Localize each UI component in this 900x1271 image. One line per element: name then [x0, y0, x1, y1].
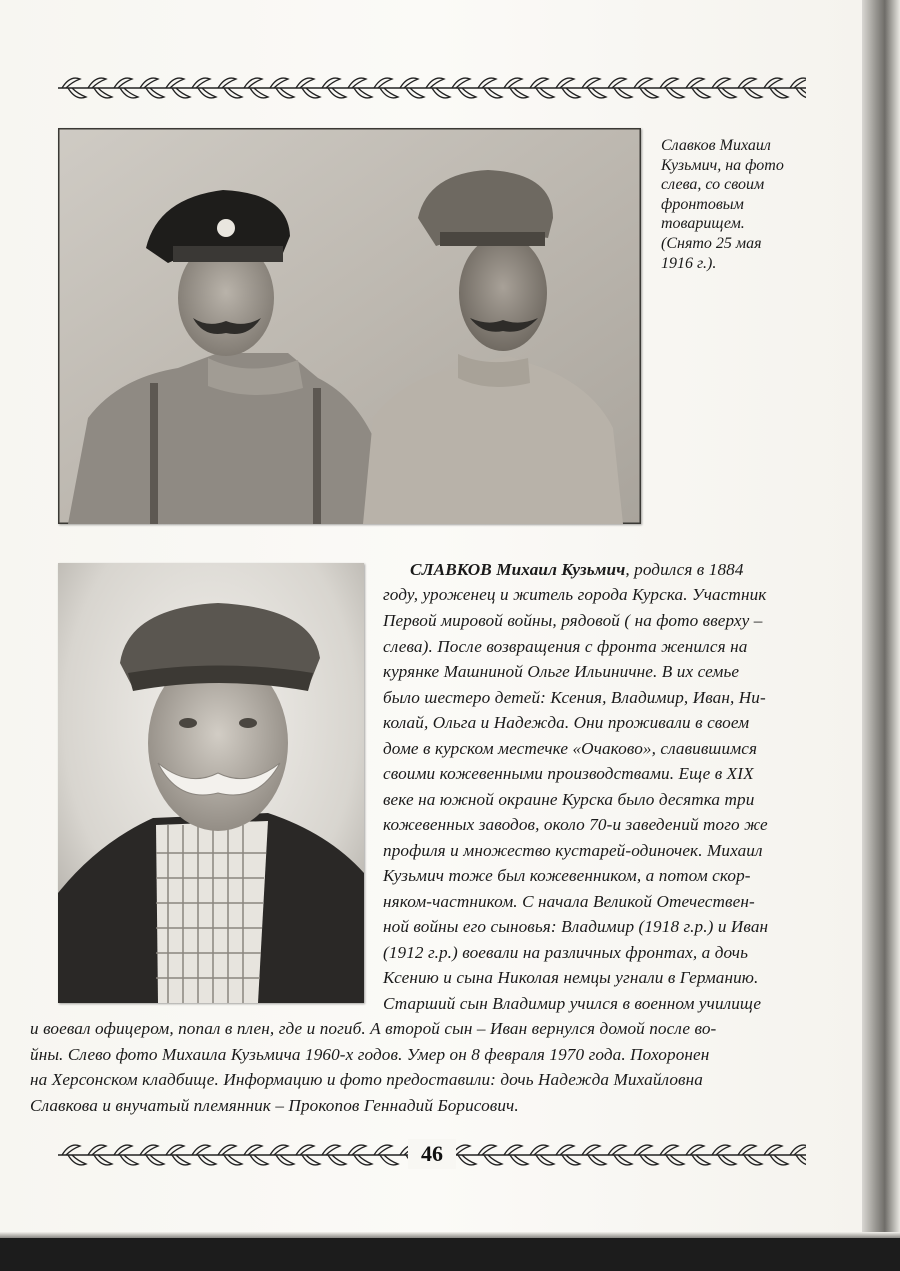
bio-line: няком-частником. С начала Великой Отечествен-: [383, 892, 755, 911]
book-spine: [862, 0, 900, 1271]
bio-line: на Херсонском кладбище. Информацию и фото предоставили: дочь Надежда Михайловна: [30, 1070, 703, 1089]
bio-line: Ксению и сына Николая немцы угнали в Германию.: [383, 968, 759, 987]
bio-line: слева). После возвращения с фронта женился на: [383, 637, 748, 656]
bio-lead-name: СЛАВКОВ Михаил Кузьмич: [410, 560, 626, 579]
laurel-ornament-top-icon: [58, 74, 806, 102]
bio-line: ной войны его сыновья: Владимир (1918 г.р.) и Иван: [383, 917, 769, 936]
bio-line: Первой мировой войны, рядовой ( на фото вверху –: [383, 611, 763, 630]
bio-line: году, уроженец и житель города Курска. Участник: [383, 585, 767, 604]
bio-line: колай, Ольга и Надежда. Они проживали в своем: [383, 713, 750, 732]
photo-caption: Славков Михаил Кузьмич, на фото слева, со своим фронтовым товарищем. (Снято 25 мая 1916 г.).: [661, 137, 784, 272]
bio-line: профиля и множество кустарей-одиночек. Михаил: [383, 841, 763, 860]
bio-line: своими кожевенными производствами. Еще в XIX: [383, 764, 754, 783]
bio-line: и воевал офицером, попал в плен, где и погиб. А второй сын – Иван вернулся домой после во-: [30, 1019, 717, 1038]
bio-line: (1912 г.р.) воевали на различных фронтах, а дочь: [383, 943, 749, 962]
bio-line-1: [410, 560, 744, 580]
bio-line: курянке Машниной Ольге Ильиничне. В их семье: [383, 662, 740, 681]
bio-line-1-text: , родился в 1884: [625, 560, 744, 579]
bio-line: веке на южной окраине Курска было десятка три: [383, 790, 755, 809]
bio-line: Славкова и внучатый племянник – Прокопов Геннадий Борисович.: [30, 1096, 519, 1115]
page-number: 46: [408, 1139, 456, 1169]
bio-line: кожевенных заводов, около 70-и заведений того же: [383, 815, 768, 834]
bio-line: йны. Слево фото Михаила Кузьмича 1960-х годов. Умер он 8 февраля 1970 года. Похоронен: [30, 1045, 710, 1064]
bio-line: было шестеро детей: Ксения, Владимир, Иван, Ни-: [383, 688, 766, 707]
photo-old-man: [58, 563, 364, 1003]
bio-line: Кузьмич тоже был кожевенником, а потом скор-: [383, 866, 751, 885]
bio-line: Старший сын Владимир учился в военном училище: [383, 994, 762, 1013]
bio-line: доме в курском местечке «Очаково», славившимся: [383, 739, 758, 758]
scan-border: [0, 1238, 900, 1271]
photo-two-soldiers: [58, 128, 641, 524]
